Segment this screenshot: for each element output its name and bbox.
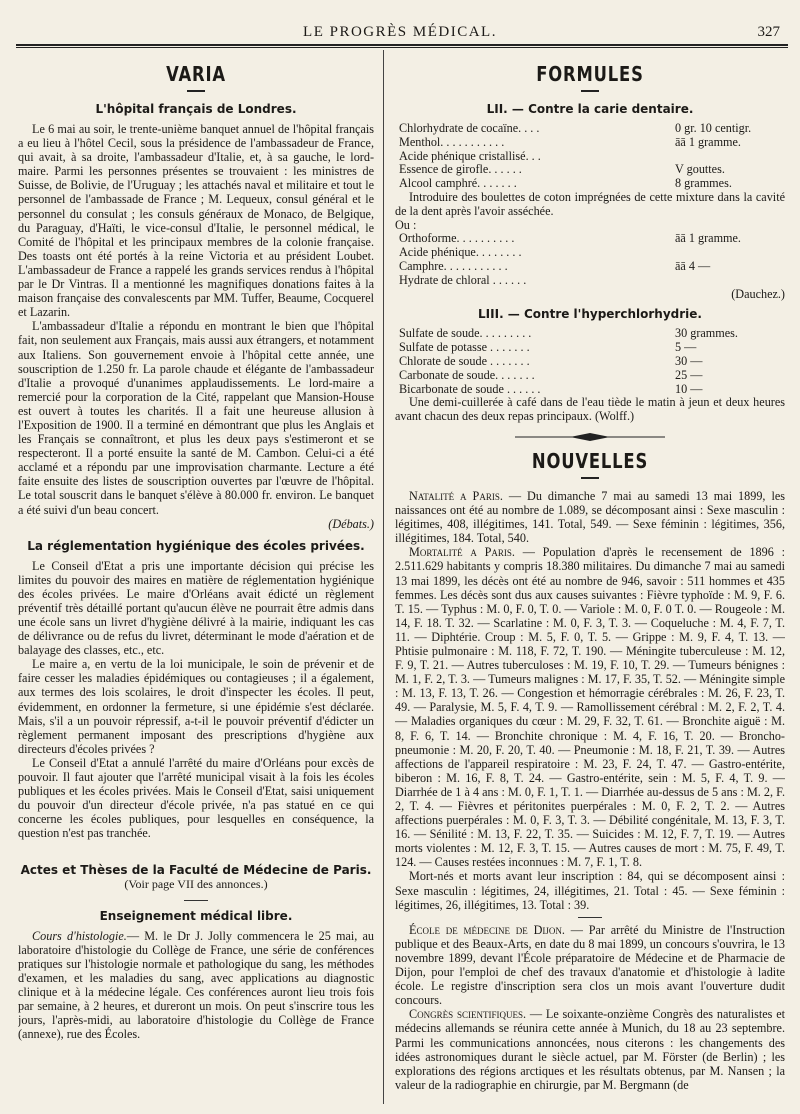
news-text: — Population d'après le recensement de 1896 : 2.511.629 habitants y compris 18.380 militaires. Du dimanche 7 mai au samedi 13 mai 1899, les décès ont été au nombre de 946, savoir : 511 hommes et 435 femmes. Les décès sont dus aux causes suivantes : Fièvre typhoïde : M. 9, F. 6. T. 15. — Typhus : M. 0, F. 0, T. 0. — Variole : M. 0, F. 0 T. 0. — Rougeole : M. 14, F. 18. T. 32. — Scarlatine : M. 0, F. 3, T. 3. — Coqueluche : M. 4, F. 7, T. 11. — Diphtérie. Croup : M. 5, F. 0, T. 5. — Grippe : M. 9, F. 4, T. 13. — Phtisie pulmonaire : M. 118, F. 72, T. 190. — Méningite tuberculeuse : M. 12, F. 9, T. 21. — Autres tuberculoses : M. 19, F. 10, T. 29. — Tumeurs bénignes : M. 1, F. 2, T. 3. — Tumeurs malignes : M. 17, F. 35, T. 52. — Méningite simple : M. 13, F. 13, T. 26. — Congestion et hémorragie cérébrales : M. 26, F. 23, T. 49. — Paralysie, M. 5, F. 4, T. 9. — Ramollissement cérébral : M. 2, F. 2, T. 4. — Maladies organiques du cœur : M. 29, F. 32, T. 61. — Bronchite aiguë : M. 8, F. 6, T. 14. — Bronchite chronique : M. 4, F. 16, T. 20. — Broncho-pneumonie : M. 20, F. 20, T. 40. — Pneumonie : M. 18, F. 21, T. 39. — Autres affections de l'appareil respiratoire : M. 23, F. 24, T. 47. — Gastro-entérite, biberon : M. 16, F. 8, T. 24. — Gastro-entérite, sein : M. 5, F. 4, T. 9. — Diarrhée de 1 à 4 ans : M. 0, F. 1, T. 1. — Diarrhée au-dessus de 5 ans : M. 2, F. 2, T. 4. — Fièvres et péritonites puerpérales : M. 0, F. 2, T. 2. — Autres affections puerpérales : M. 0, F. 3, T. 3. — Débilité congénitale, M. 13, F. 3, T. 16. — Sénilité : M. 13, F. 22, T. 35. — Suicides : M. 12, F. 7, T. 19. — Autres morts violentes : M. 12, F. 3, T. 15. — Autres causes de mort : M. 75, F. 49, T. 124. — Causes restées inconnues : M. 7, F. 1, T. 8.	[395, 545, 785, 870]
section-title-varia: VARIA	[166, 62, 226, 86]
news-lead: Natalité a Paris.	[409, 488, 503, 503]
paragraph: Le 6 mai au soir, le trente-unième banquet annuel de l'hôpital français a eu lieu à l'hôtel Cecil, sous la présidence de l'ambassadeur de France, qui avait, à sa droite, l'ambassadeur d'Italie, et, à sa gauche, le lord-maire. Parmi les personnes présentes se trouvaient : les ministres de Suisse, de Bolivie, de l'Uruguay ; les attachés naval et militaire et tout le personnel de l'ambassade de France ; M. Lequeux, consul général et le personnel du consulat ; les consuls généraux de Monaco, de Belgique, du Paraguay, d'Haïti, le vice-consul d'Italie, le personnel médical, le Comité de l'hôpital et les principaux membres de la colonie française. Des toasts ont été portés à la reine Victoria et au président Loubet. L'ambassadeur de France a rappelé les grands services rendus à l'hôpital par le Dr Vintras. Il a mentionné les magnifiques donations faites à la maison française des convalescents par MM. Tuffer, Beaume, Cocquerel et Lazarin.	[18, 122, 374, 320]
formula-row	[395, 163, 785, 177]
dose: 8 grammes.	[675, 176, 732, 191]
formula-note: Introduire des boulettes de coton imprégnées de cette mixture dans la cavité de la dent après l'avoir asséchée.	[395, 189, 785, 218]
formula-author: (Dauchez.)	[731, 286, 785, 301]
formula-author: (Wolff.)	[595, 409, 635, 424]
source-citation: (Débats.)	[328, 516, 374, 531]
section-title-nouvelles: NOUVELLES	[531, 448, 649, 473]
separator	[184, 900, 208, 901]
formula-row	[395, 369, 785, 383]
formula-row	[395, 327, 785, 341]
section-title-formules: FORMULES	[536, 62, 644, 86]
title-dash	[581, 477, 599, 479]
ingredient: Acide phénique. . . . . . . .	[399, 245, 522, 260]
formula-note-text: Une demi-cuillerée à café dans de l'eau tiède le matin à jeun et deux heures avant chacun des deux repas principaux.	[395, 395, 785, 424]
dose: 30 —	[675, 353, 703, 368]
paragraph: Le Conseil d'Etat a pris une importante décision qui précise les limites du pouvoir des maires en matière de réglementation hygiénique des écoles privées. Le maire d'Orléans avait édicté un règlement préventif très détaillé portant qu'aucun élève ne pourrait être admis dans une école sans un livret d'hygiène délivré à la mairie, indiquant les cas de délivrance ou de refus du livret, déterminant le mode d'aération et de balayage des classes, etc., etc.	[18, 558, 374, 658]
ingredient: Orthoforme. . . . . . . . . .	[399, 231, 515, 246]
ingredient: Chlorhydrate de cocaïne. . . .	[399, 121, 540, 135]
left-column	[18, 58, 374, 1108]
ingredient: Acide phénique cristallisé. . .	[399, 148, 541, 163]
actes-note: (Voir page VII des annonces.)	[124, 876, 268, 891]
dose: āā 1 gramme.	[675, 134, 741, 149]
paragraph	[18, 929, 374, 1042]
news-congres	[395, 1007, 785, 1092]
ingredient: Bicarbonate de soude . . . . . .	[399, 381, 541, 396]
dose: āā 4 —	[675, 258, 711, 273]
formula-row	[395, 260, 785, 274]
news-text: — Du dimanche 7 mai au samedi 13 mai 1899, les naissances ont été au nombre de 1.089, se décomposant ainsi : Sexe masculin : légitimes, 408, illégitimes, 141. Total, 549. — Sexe féminin : légitimes, 356, illégitimes, 184. Total, 540.	[395, 488, 785, 546]
ingredient: Essence de girofle. . . . . .	[399, 162, 522, 177]
paragraph: Le Conseil d'Etat a annulé l'arrêté du maire d'Orléans pour excès de pouvoir. Il faut ajouter que l'arrêté municipal visait à la fois les écoles publiques et les écoles privées. Mais le Conseil d'Etat, saisi uniquement du pouvoir d'un directeur d'école privée, n'a pas statué en ce qui concerne les écoles publiques, pour lesquelles en conséquence, la question n'est pas tranchée.	[18, 755, 374, 841]
news-lead: École de médecine de Dijon.	[409, 922, 565, 937]
dose	[675, 246, 785, 260]
dose: 30 grammes.	[675, 326, 738, 341]
news-mort-nes: Mort-nés et morts avant leur inscription : 84, qui se décomposent ainsi : Sexe masculin : légitimes, 24, illégitimes, 21. Total : 45. — Sexe féminin : légitimes, 26, illégitimes, 13. Total : 39.	[395, 869, 785, 912]
news-text: — Par arrêté du Ministre de l'Instruction publique et des Beaux-Arts, en date du 8 mai 1899, un concours s'ouvrira, le 13 novembre 1899, devant l'École préparatoire de Médecine et de Pharmacie de Dijon, pour l'emploi de chef des travaux d'anatomie et d'histologie à ladite école. Le registre d'inscription sera clos un mois avant l'ouverture dudit concours.	[395, 922, 785, 1008]
ingredient: Sulfate de potasse . . . . . . .	[399, 340, 530, 355]
formula-row	[395, 136, 785, 150]
ingredient: Carbonate de soude. . . . . . .	[399, 367, 535, 382]
news-text: — Le soixante-onzième Congrès des naturalistes et médecins allemands se réunira cette année à Munich, du 18 au 23 septembre. Parmi les communications annoncées, nous citerons : les changements des idées astronomiques durant le siècle actuel, par M. Förster (de Berlin) ; les explorations des régions arctiques et les résultats obtenus, par M. Nansen ; la valeur de la radiographie en chirurgie, par M. Bergmann (de	[395, 1007, 785, 1092]
ingredient: Camphre. . . . . . . . . . .	[399, 258, 508, 273]
formula-row	[395, 177, 785, 191]
paragraph: L'ambassadeur d'Italie a répondu en montrant le bien que l'hôpital fait, non seulement aux Français, mais aussi aux étrangers, et notamment aux Italiens. Son gouvernement envoie à l'hôpital cette année, une souscription de 1.250 fr. La parole chaude et élégante de l'ambassadeur d'Italie a provoqué d'unanimes applaudissements. Le lord-maire a remercié pour la corporation de la Cité, rappelant que Mansion-House est ouvert à toutes les charités. Il a fait une heureuse allusion à l'Exposition de 1900. Il a terminé en démontrant que plus les Anglais et les Français se connaîtront, et plus les deux pays s'estimeront et se respecteront. Il a porté ensuite la santé de M. Cambon. Celui-ci a été acclamé et a répondu par une improvisation charmante. Lecture a été faite ensuite des listes de souscription ouvertes par l'œuvre de l'hôpital. Le total souscrit dans le banquet s'élève à 80.000 fr. environ. Le banquet a été suivi d'un beau concert.	[18, 319, 374, 517]
news-dijon	[395, 923, 785, 1008]
formula-row	[395, 232, 785, 246]
dose: 10 —	[675, 381, 703, 396]
formula-note	[395, 396, 785, 424]
ingredient: Sulfate de soude. . . . . . . . .	[399, 326, 532, 341]
formula-title-52: LII. — Contre la carie dentaire.	[486, 102, 694, 116]
ingredient: Hydrate de chloral . . . . . .	[399, 272, 527, 287]
title-dash	[187, 90, 205, 92]
ingredient: Menthol. . . . . . . . . . .	[399, 134, 505, 149]
dose	[675, 274, 785, 288]
column-divider	[383, 50, 384, 1104]
paragraph-text: — M. le Dr J. Jolly commencera le 25 mai, au laboratoire d'histologie du Collège de France, une série de conférences pratiques sur l'histologie normale et pathologique du sang, les méthodes d'examen, et les maladies du sang, avec applications au diagnostic clinique et à la médecine légale. Ces conférences auront lieu trois fois par semaine, à 2 heures, et dureront un mois. On peut s'inscrire tous les jours, l'après-midi, au laboratoire d'histologie du Collège de France (annexe), rue des Écoles.	[18, 928, 374, 1042]
running-head	[0, 24, 800, 44]
formula-row	[395, 274, 785, 288]
formula-row	[395, 246, 785, 260]
news-mortalite	[395, 545, 785, 869]
dose: V gouttes.	[675, 162, 725, 177]
ingredient: Chlorate de soude . . . . . . .	[399, 353, 530, 368]
article-title-hopital: L'hôpital français de Londres.	[95, 102, 297, 116]
news-lead: Mortalité a Paris.	[409, 545, 515, 560]
ornament-divider	[395, 430, 785, 445]
formula-row	[395, 355, 785, 369]
article-title-reglementation: La réglementation hygiénique des écoles privées.	[27, 538, 365, 553]
dose: 0 gr. 10 centigr.	[675, 121, 752, 135]
ou-label: Ou :	[395, 217, 417, 232]
right-column	[395, 58, 785, 1108]
journal-title: LE PROGRÈS MÉDICAL.	[303, 24, 497, 40]
formula-row	[395, 150, 785, 164]
news-natalite	[395, 489, 785, 545]
article-title-actes: Actes et Thèses de la Faculté de Médecine de Paris.	[20, 862, 372, 877]
header-rule-thin	[16, 47, 788, 48]
ornament-rule-icon	[515, 433, 665, 441]
paragraph-lead: Cours d'histologie.	[32, 928, 127, 943]
dose	[675, 150, 785, 164]
dose: 5 —	[675, 340, 697, 355]
dose: āā 1 gramme.	[675, 231, 741, 246]
dose: 25 —	[675, 367, 703, 382]
ingredient: Alcool camphré. . . . . . .	[399, 176, 517, 191]
formula-row	[395, 383, 785, 397]
formula-title-53: LIII. — Contre l'hyperchlorhydrie.	[478, 307, 702, 322]
formula-row	[395, 122, 785, 136]
formula-52	[395, 122, 785, 191]
formula-52-alt	[395, 232, 785, 287]
title-dash	[581, 90, 599, 92]
formula-row	[395, 341, 785, 355]
page-number: 327	[757, 24, 780, 40]
news-lead: Congrès scientifiques.	[409, 1007, 527, 1022]
header-rule	[16, 44, 788, 46]
paragraph: Le maire a, en vertu de la loi municipale, le soin de prévenir et de faire cesser les maladies épidémiques ou contagieuses ; il a également, aux termes des lois scolaires, le droit d'inspecter les écoles. Il peut, évidemment, en ordonner la fermeture, si une épidémie s'est déclarée. Mais, s'il a un pouvoir répressif, a-t-il le pouvoir préventif d'édicter un règlement permanent imposant des prescriptions d'hygiène aux directeurs d'écoles privées ?	[18, 657, 374, 756]
separator	[578, 917, 602, 918]
formula-53	[395, 327, 785, 396]
article-title-enseignement: Enseignement médical libre.	[99, 908, 293, 923]
